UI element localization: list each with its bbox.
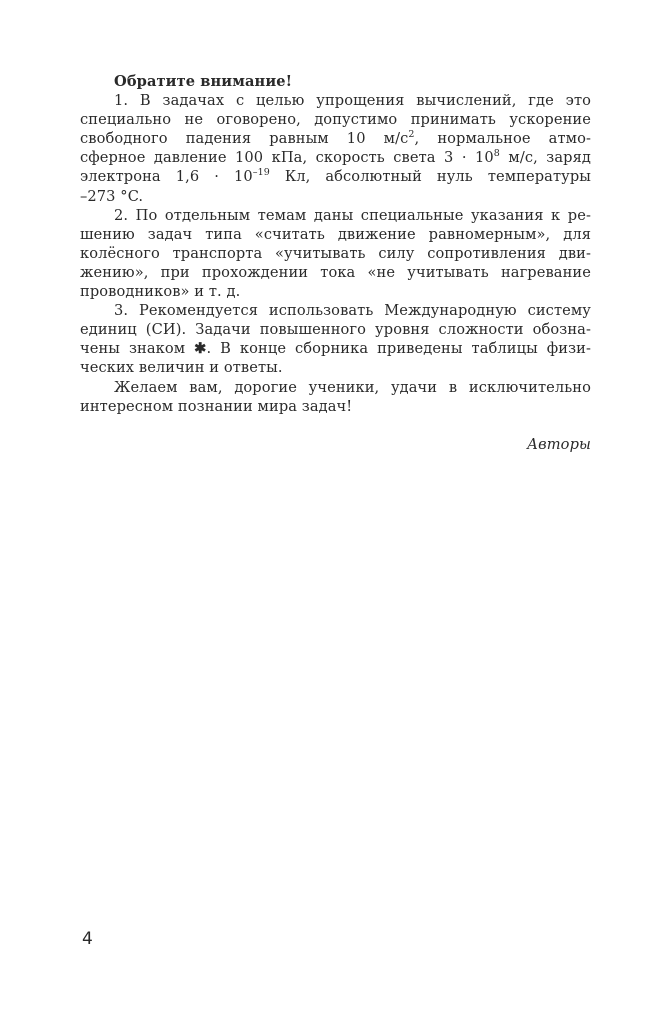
text-line: шению задач типа «считать движение равномерным», для [80,225,591,243]
text-line: –273 °C. [80,187,144,205]
superscript: 2 [408,129,415,141]
authors-signature: Авторы [527,435,591,453]
text-fragment: , нормальное атмо- [414,130,591,148]
text-fragment: электрона 1,6 · 10 [80,168,253,186]
text-line: специально не оговорено, допустимо принимать ускорение [80,111,591,129]
text-line: проводников» и т. д. [80,283,241,301]
document-page [80,72,591,454]
text-fragment: м/с, заряд [499,149,591,167]
text-fragment: чены знаком [80,340,195,358]
text-line-with-superscript [80,129,591,148]
text-line: колёсного транспорта «учитывать силу сопротивления дви- [80,244,591,262]
text-fragment: Кл, абсолютный нуль температуры [269,168,591,186]
text-line: 1. В задачах с целью упрощения вычислений, где это [114,92,591,110]
text-line: интересном познании мира задач! [80,397,353,415]
note-paragraph-2 [80,206,591,301]
note-paragraph-3 [80,301,591,377]
page-number: 4 [82,929,93,949]
wishes-paragraph [80,378,591,416]
text-line-with-superscript [80,148,591,167]
text-line: жению», при прохождении тока «не учитывать нагревание [80,263,591,281]
text-line: 3. Рекомендуется использовать Международную систему [114,302,591,320]
note-paragraph-1 [80,91,591,206]
attention-heading: Обратите внимание! [114,73,293,90]
text-line: ческих величин и ответы. [80,359,283,377]
text-line-with-star [80,339,591,358]
text-line: Желаем вам, дорогие ученики, удачи в исключительно [114,378,591,396]
text-fragment: сферное давление 100 кПа, скорость света 3 · 10 [80,149,494,167]
text-fragment: свободного падения равным 10 м/с [80,130,409,148]
asterisk-star-icon: ✱ [194,340,207,358]
superscript: 8 [493,148,500,160]
text-line: 2. По отдельным темам даны специальные указания к ре- [114,206,591,224]
text-line-with-superscript [80,167,591,186]
text-line: единиц (СИ). Задачи повышенного уровня сложности обозна- [80,321,591,339]
text-fragment: . В конце сборника приведены таблицы физи- [206,340,591,358]
superscript: –19 [252,167,270,179]
